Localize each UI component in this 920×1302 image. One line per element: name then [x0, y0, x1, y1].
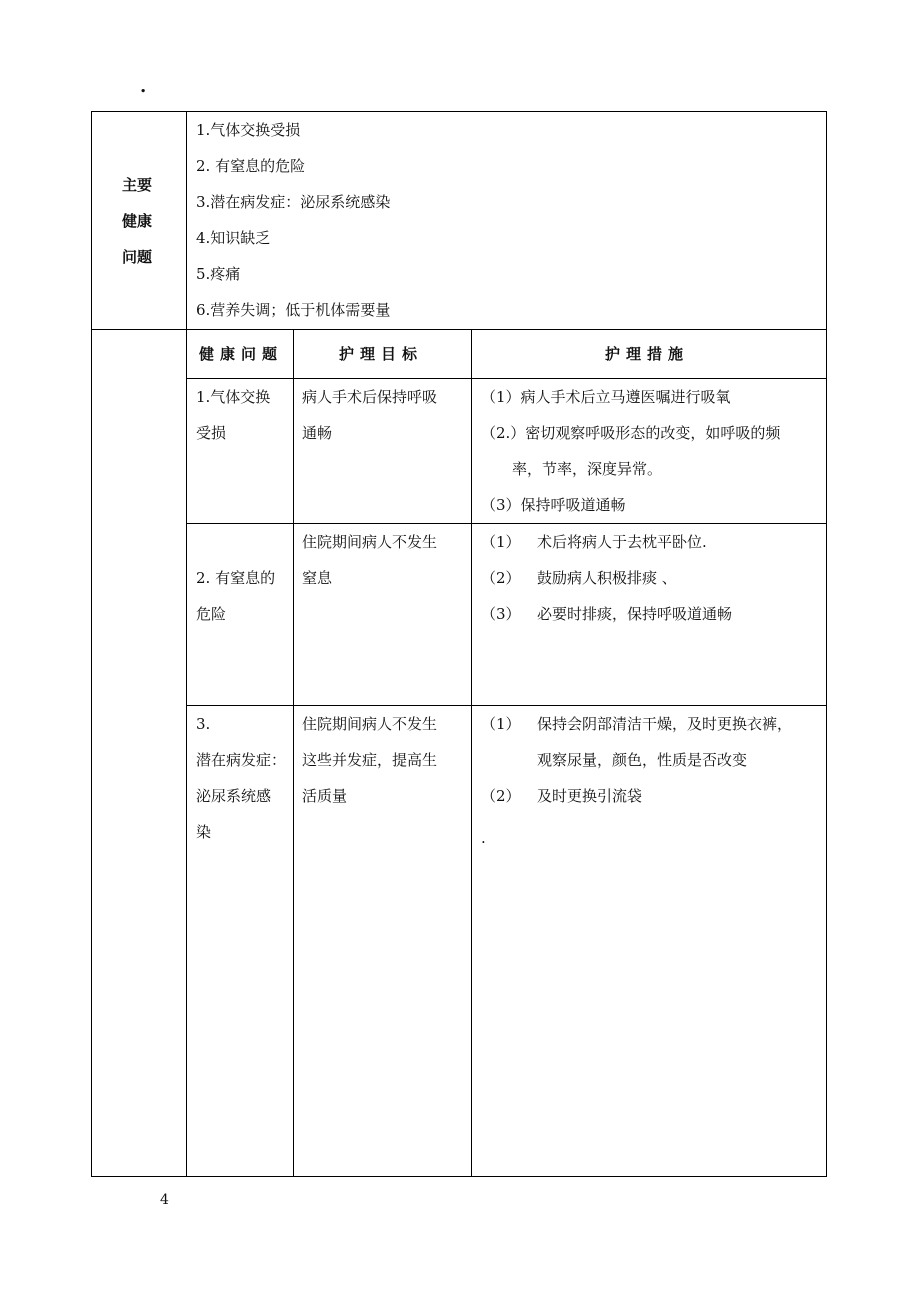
row1-measure-line-3: 率，节率，深度异常。: [512, 460, 663, 478]
row2-measure-text-2: 鼓励病人积极排痰 、: [537, 569, 677, 587]
row2-goal-line-1: 住院期间病人不发生: [302, 533, 438, 551]
row3-goal-line-3: 活质量: [302, 787, 348, 805]
row3-measure-dot: .: [481, 829, 486, 847]
table-border-bottom: [91, 1176, 827, 1177]
row2-measure-num-2: （2）: [481, 569, 521, 587]
row1-problem-line-1: 1.气体交换: [196, 388, 271, 406]
row1-goal-line-2: 通畅: [302, 424, 333, 442]
row2-problem-line-2: 危险: [196, 605, 227, 623]
problem-item-1: 1.气体交换受损: [196, 121, 301, 139]
table-border-left: [91, 111, 92, 1177]
row3-problem-line-1: 3.: [196, 715, 211, 733]
row3-goal-line-2: 这些并发症，提高生: [302, 751, 438, 769]
section-label-line-2: 健康: [122, 212, 153, 230]
row3-measure-text-3: 及时更换引流袋: [537, 787, 643, 805]
problem-item-2: 2. 有窒息的危险: [196, 157, 306, 175]
row2-measure-num-1: （1）: [481, 533, 521, 551]
row2-measure-text-1: 术后将病人于去枕平卧位.: [537, 533, 707, 551]
row2-problem-line-1: 2. 有窒息的: [196, 569, 276, 587]
problem-item-6: 6.营养失调；低于机体需要量: [196, 301, 391, 319]
problem-item-4: 4.知识缺乏: [196, 229, 271, 247]
table-border-right: [826, 111, 827, 1177]
row3-problem-line-4: 染: [196, 823, 212, 841]
column-divider-3: [471, 329, 472, 1177]
row-divider-2: [186, 705, 827, 706]
header-health-problem: 健康问题: [199, 345, 284, 363]
header-nursing-measures: 护理措施: [605, 345, 690, 363]
section-label-line-3: 问题: [122, 248, 153, 266]
row2-measure-text-3: 必要时排痰，保持呼吸道通畅: [537, 605, 733, 623]
header-nursing-goal: 护理目标: [339, 345, 424, 363]
row1-measure-line-1: （1）病人手术后立马遵医嘱进行吸氧: [481, 388, 731, 406]
row2-measure-num-3: （3）: [481, 605, 521, 623]
section-label-line-1: 主要: [122, 176, 153, 194]
row3-measure-num-2: （2）: [481, 787, 521, 805]
section-divider: [91, 329, 827, 330]
header-row-divider: [186, 378, 827, 379]
row1-measure-line-4: （3）保持呼吸道通畅: [481, 496, 626, 514]
column-divider-2: [293, 329, 294, 1177]
problem-item-3: 3.潜在病发症：泌尿系统感染: [196, 193, 391, 211]
column-divider-1: [186, 111, 187, 1177]
top-dot: .: [140, 76, 147, 97]
row1-goal-line-1: 病人手术后保持呼吸: [302, 388, 438, 406]
row1-measure-line-2: （2.）密切观察呼吸形态的改变，如呼吸的频: [481, 424, 781, 442]
row3-measure-num-1: （1）: [481, 715, 521, 733]
table-border-top: [91, 111, 827, 112]
row2-goal-line-2: 窒息: [302, 569, 333, 587]
page-number: 4: [160, 1192, 169, 1208]
row3-goal-line-1: 住院期间病人不发生: [302, 715, 438, 733]
row1-problem-line-2: 受损: [196, 424, 227, 442]
row3-measure-text-2: 观察尿量，颜色，性质是否改变: [537, 751, 748, 769]
problem-item-5: 5.疼痛: [196, 265, 241, 283]
row3-problem-line-3: 泌尿系统感: [196, 787, 272, 805]
row3-measure-text-1: 保持会阴部清洁干燥，及时更换衣裤，: [537, 715, 793, 733]
row3-problem-line-2: 潜在病发症：: [196, 751, 287, 769]
row-divider-1: [186, 523, 827, 524]
